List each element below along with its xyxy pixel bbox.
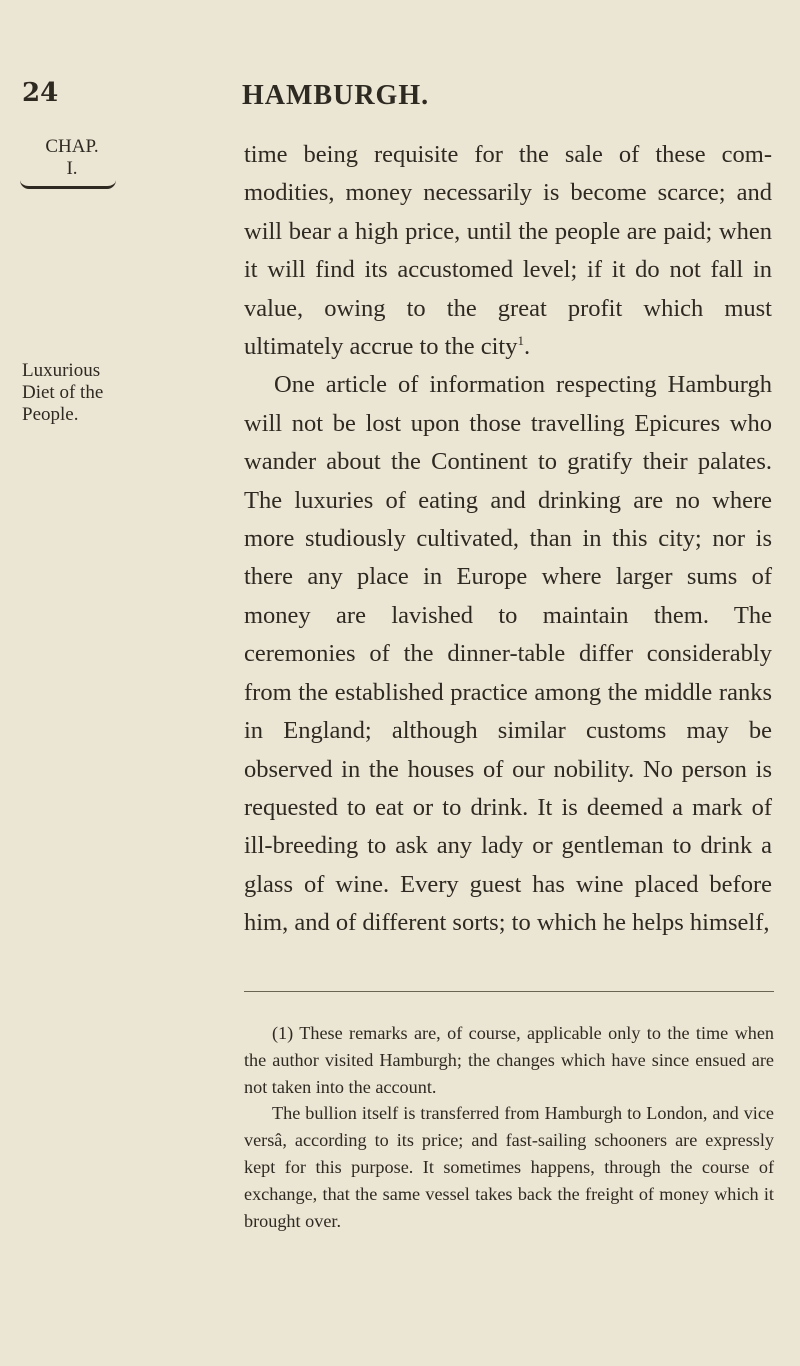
page-number: 24 — [22, 78, 59, 108]
paragraph-text: time being requisite for the sale of these com-modities, money necessarily is become scarce; and will bear a high price, until the people are paid; when it will find its accustomed level; if it do not fall in value, owing to the great profit which must ultimately accrue to the city — [244, 141, 772, 361]
chapter-label: CHAP. — [45, 136, 99, 157]
footnote-divider — [244, 991, 774, 992]
brace-ornament — [20, 180, 116, 189]
chapter-marker — [32, 136, 112, 180]
footnote: (1) These remarks are, of course, applicable only to the time when the author visited Hamburgh; the changes which have since ensued are not taken into the account. — [244, 1023, 774, 1097]
chapter-number: I. — [66, 158, 78, 179]
sidenote-line: Luxurious — [22, 360, 101, 381]
sidenote-line: Diet of the — [22, 382, 104, 403]
footnotes — [244, 1020, 774, 1234]
paragraph: One article of information respecting Hamburgh will not be lost upon those travelling Epicures who wander about the Continent to gratify their palates. The luxuries of eating and drinking are no where more studiously cultivated, than in this city; nor is there any place in Europe where larger sums of money are lavished to maintain them. The ceremonies of the dinner-table differ considerably from the established practice among the middle ranks in England; although similar customs may be observed in the houses of our nobility. No person is requested to eat or to drink. It is deemed a mark of ill-breeding to ask any lady or gentleman to drink a glass of wine. Every guest has wine placed before him, and of different sorts; to which he helps himself, — [244, 371, 772, 937]
footnote-ref: 1 — [517, 332, 524, 348]
paragraph-end: . — [523, 333, 531, 361]
running-head: HAMBURGH. — [242, 80, 430, 111]
margin-sidenote — [22, 360, 132, 426]
paragraph — [244, 136, 772, 366]
sidenote-line: People. — [22, 404, 79, 425]
footnote: The bullion itself is transferred from Hamburgh to London, and vice versâ, according to its price; and fast-sailing schooners are expressly kept for this purpose. It sometimes happens, through the course of exchange, that the same vessel takes back the freight of money which it brought over. — [244, 1103, 774, 1231]
body-text — [244, 136, 772, 943]
